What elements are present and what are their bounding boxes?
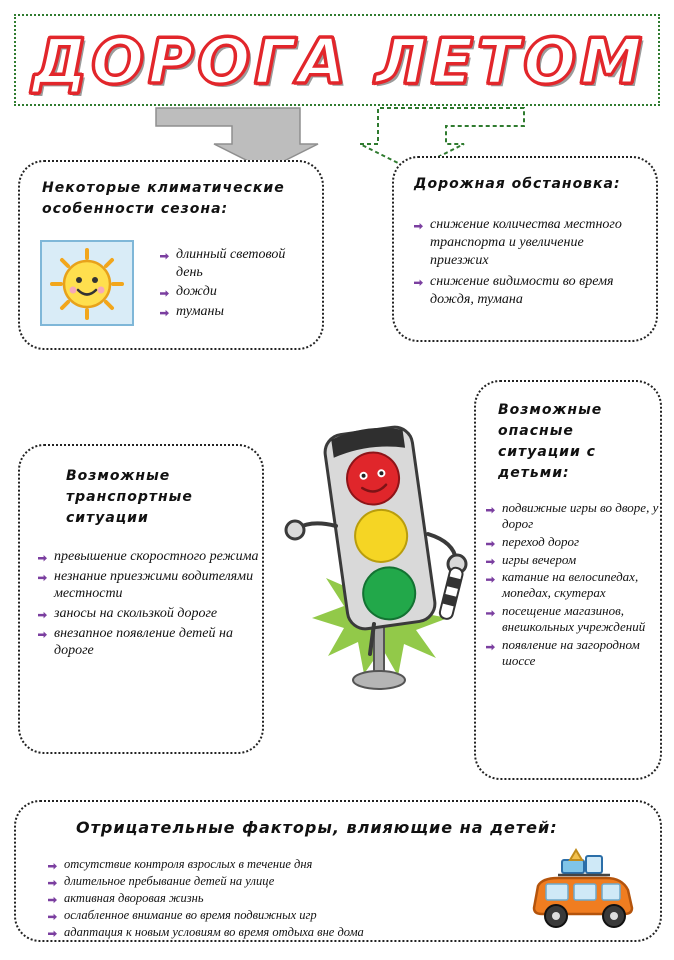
list-item: появление на загородном шоссе bbox=[486, 637, 662, 669]
list-item: адаптация к новым условиям во время отдыха вне дома bbox=[48, 924, 498, 941]
list-item: снижение видимости во время дождя, тумана bbox=[414, 273, 642, 309]
list-item: внезапное появление детей на дороге bbox=[38, 625, 260, 660]
panel-negative-list bbox=[48, 856, 498, 940]
list-item: посещение магазинов, внешкольных учреждений bbox=[486, 603, 662, 635]
panel-road-heading: Дорожная обстановка: bbox=[414, 176, 621, 192]
list-item: переход дорог bbox=[486, 534, 662, 550]
list-item: длинный световой день bbox=[160, 246, 310, 281]
sun-icon bbox=[40, 240, 134, 326]
list-item: незнание приезжими водителями местности bbox=[38, 568, 260, 603]
panel-negative-heading: Отрицательные факторы, влияющие на детей: bbox=[76, 818, 558, 837]
list-item: превышение скоростного режима bbox=[38, 548, 260, 566]
panel-climate-heading: Некоторые климатические особенности сезона: bbox=[42, 180, 285, 217]
panel-child-heading: Возможные опасные ситуации с детьми: bbox=[498, 402, 603, 481]
list-item: отсутствие контроля взрослых в течение дня bbox=[48, 856, 498, 873]
list-item: активная дворовая жизнь bbox=[48, 890, 498, 907]
panel-transport-list bbox=[38, 548, 260, 662]
list-item: туманы bbox=[160, 303, 310, 321]
panel-climate-features bbox=[18, 160, 324, 350]
list-item: снижение количества местного транспорта и увеличение приезжих bbox=[414, 216, 642, 271]
list-item: подвижные игры во дворе, у дорог bbox=[486, 500, 662, 532]
list-item: заносы на скользкой дороге bbox=[38, 605, 260, 623]
panel-child-list bbox=[486, 500, 662, 671]
car-icon bbox=[518, 846, 642, 932]
list-item: ослабленное внимание во время подвижных игр bbox=[48, 907, 498, 924]
list-item: длительное пребывание детей на улице bbox=[48, 873, 498, 890]
panel-negative-factors bbox=[14, 800, 662, 942]
panel-climate-list bbox=[160, 246, 310, 323]
panel-transport-situations bbox=[18, 444, 264, 754]
poster-title-frame bbox=[14, 14, 660, 106]
panel-transport-heading: Возможные транспортные ситуации bbox=[66, 468, 193, 526]
traffic-light-icon bbox=[270, 408, 490, 708]
list-item: дожди bbox=[160, 283, 310, 301]
panel-child-dangers bbox=[474, 380, 662, 780]
panel-road-conditions bbox=[392, 156, 658, 342]
page-title: ДОРОГА ЛЕТОМ bbox=[32, 25, 646, 98]
list-item: игры вечером bbox=[486, 552, 662, 568]
panel-road-list bbox=[414, 216, 642, 311]
list-item: катание на велосипедах, мопедах, скутерах bbox=[486, 569, 662, 601]
